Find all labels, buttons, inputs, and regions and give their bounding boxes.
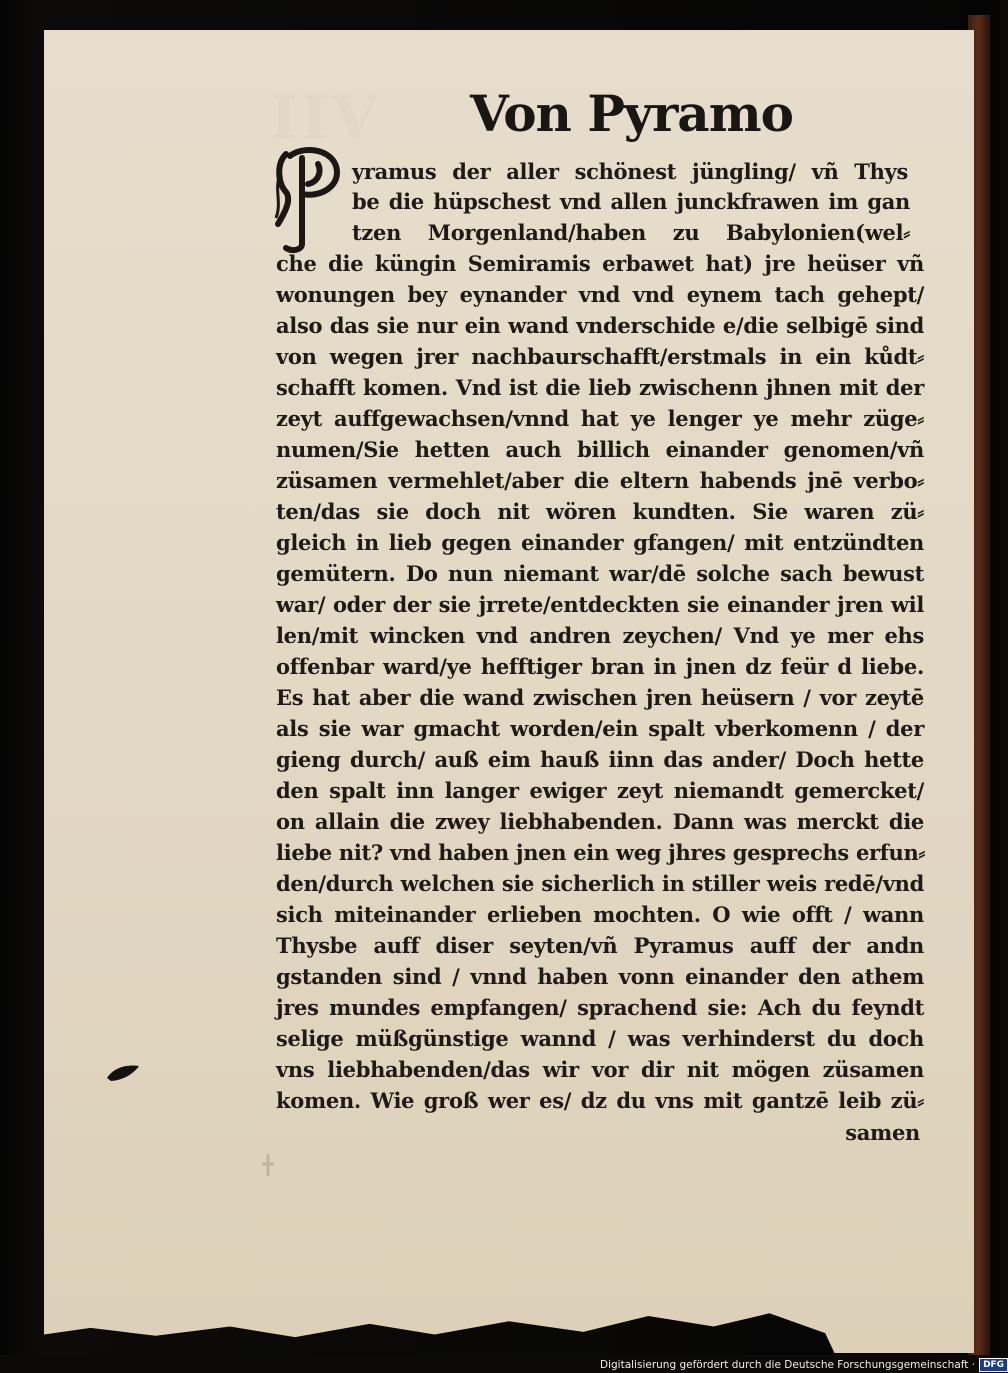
text-line: als sie war gmacht worden/ein spalt vberkomenn / der xyxy=(276,716,924,741)
text-line: schafft komen. Vnd ist die lieb zwischenn jhnen mit der xyxy=(276,375,924,400)
text-line: numen/Sie hetten auch billich einander genomen/vñ xyxy=(276,437,924,462)
text-line: yramus der aller schönest jüngling/ vñ Thys xyxy=(352,159,908,184)
text-line: Es hat aber die wand zwischen jren heüsern / vor zeytē xyxy=(276,685,924,710)
text-line: ten/das sie doch nit wören kundten. Sie waren zü⸗ xyxy=(276,499,924,524)
text-line: gstanden sind / vnnd haben vonn einander den athem xyxy=(276,964,924,989)
text-line: war/ oder der sie jrrete/entdeckten sie einander jren wil xyxy=(276,592,924,617)
text-line: offenbar ward/ye hefftiger bran in jnen dz feür d liebe. xyxy=(276,654,924,679)
text-line: also das sie nur ein wand vnderschide e/die selbigē sind xyxy=(276,313,924,338)
credit-text: Digitalisierung gefördert durch die Deutsche Forschungsgemeinschaft · xyxy=(600,1359,976,1371)
text-line: len/mit wincken vnd andren zeychen/ Vnd ye mer ehs xyxy=(276,623,924,648)
text-line: gleich in lieb gegen einander gfangen/ mit entzündten xyxy=(276,530,924,555)
text-line: liebe nit? vnd haben jnen ein weg jhres gesprechs erfun⸗ xyxy=(276,840,926,865)
paper-mark xyxy=(258,1150,278,1180)
bleed-through-foliation: IIV xyxy=(270,84,382,152)
ink-blot xyxy=(105,1062,141,1082)
text-line: den spalt inn langer ewiger zeyt niemandt gemercket/ xyxy=(276,778,924,803)
page-heading: Von Pyramo xyxy=(470,84,793,143)
decorated-initial-p xyxy=(272,144,344,254)
text-line: den/durch welchen sie sicherlich in stiller weis redē/vnd xyxy=(276,871,924,896)
text-line: züsamen vermehlet/aber die eltern habends jnē verbo⸗ xyxy=(276,468,924,493)
text-line: selige müßgünstige wannd / was verhinderst du doch xyxy=(276,1026,924,1051)
text-line: gieng durch/ auß eim hauß iinn das ander/ Doch hette xyxy=(276,747,924,772)
text-line: gemütern. Do nun niemant war/dē solche sach bewust xyxy=(276,561,924,586)
text-line: che die küngin Semiramis erbawet hat) jre heüser vñ xyxy=(276,251,924,276)
text-line: on allain die zwey liebhabenden. Dann was merckt die xyxy=(276,809,924,834)
text-line: be die hüpschest vnd allen junckfrawen im gan xyxy=(352,189,910,214)
dfg-logo: DFG xyxy=(979,1358,1008,1372)
text-line: komen. Wie groß wer es/ dz du vns mit gantzē leib zü⸗ xyxy=(276,1088,924,1113)
text-line: von wegen jrer nachbaurschafft/erstmals in ein kůdt⸗ xyxy=(276,344,924,369)
text-line: zeyt auffgewachsen/vnnd hat ye lenger ye mehr züge⸗ xyxy=(276,406,924,431)
text-line: vns liebhabenden/das wir vor dir nit mögen züsamen xyxy=(276,1057,924,1082)
text-line: jres mundes empfangen/ sprachend sie: Ach du feyndt xyxy=(276,995,924,1020)
text-line: wonungen bey eynander vnd vnd eynem tach gehept/ xyxy=(276,282,924,307)
text-line: Thysbe auff diser seyten/vñ Pyramus auff der andn xyxy=(276,933,924,958)
text-line: sich miteinander erlieben mochten. O wie offt / wann xyxy=(276,902,924,927)
footer-credit xyxy=(600,1357,1005,1373)
text-line: samen xyxy=(845,1120,920,1145)
text-line: tzen Morgenland/haben zu Babylonien(wel⸗ xyxy=(352,220,910,245)
